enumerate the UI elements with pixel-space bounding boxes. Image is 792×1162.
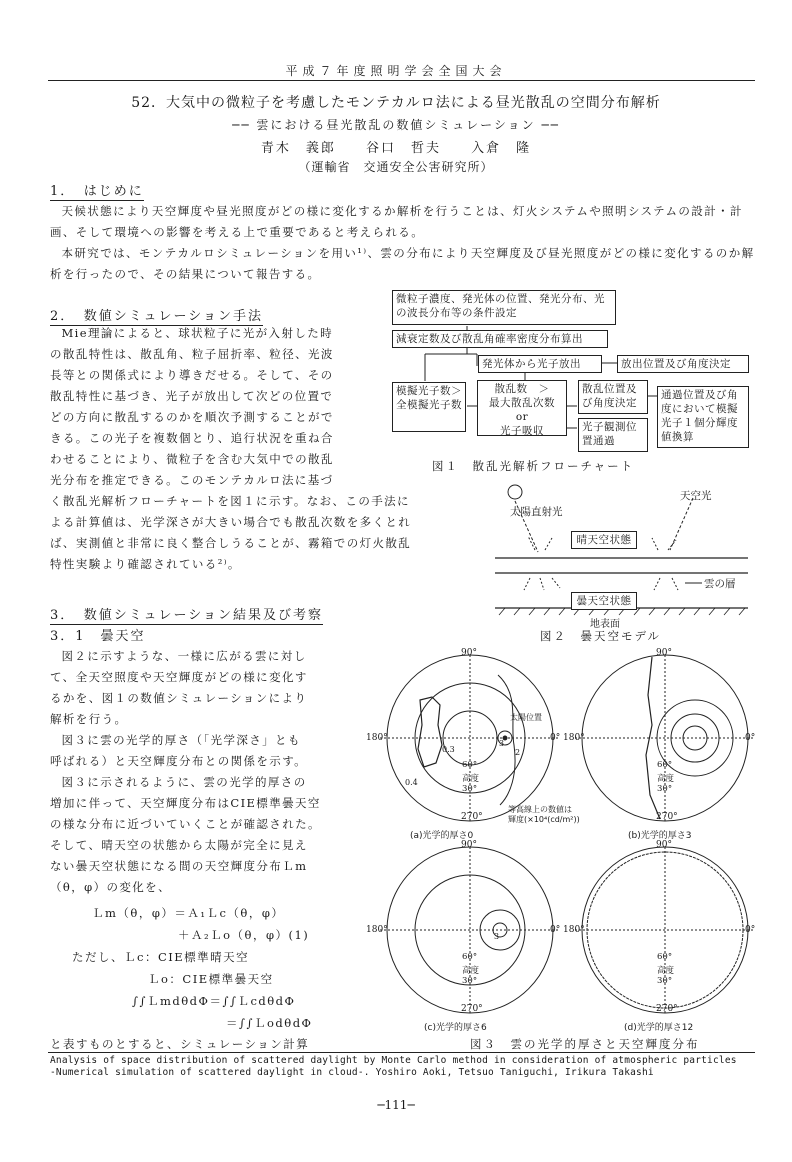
angle-label: 90° — [461, 840, 477, 850]
text-line: 図２に示すような、一様に広がる雲に対し — [61, 649, 307, 663]
angle-label: 90° — [461, 648, 477, 658]
section-heading: 1． はじめに — [50, 184, 144, 199]
author-list — [0, 137, 792, 156]
text-line: く散乱光解析フローチャートを図１に示す。なお、この手法に — [50, 494, 410, 508]
paper-subtitle: ── 雲における昼光散乱の数値シミュレーション ── — [232, 118, 560, 132]
text-line: ない曇天空状態になる間の天空輝度分布Ｌm — [50, 859, 308, 873]
angle-label: 180° — [563, 925, 585, 935]
page-number: ─111─ — [377, 1098, 415, 1112]
text-line: Mie理論によると、球状粒子に光が入射した時 — [61, 326, 334, 340]
english-line: Analysis of space distribution of scattered daylight by Monte Carlo method in consideration of atmospheric particles — [50, 1055, 737, 1066]
sun-label: 太陽直射光 — [510, 506, 563, 518]
angle-label: 180° — [563, 733, 585, 743]
equation-line: Ｌo：CIE標準曇天空 — [148, 972, 274, 986]
note-text: 等高線上の数値は — [508, 805, 572, 814]
contour-value: 0.3 — [442, 745, 455, 754]
equation-line: ∫∫ＬmdθdΦ＝∫∫ＬcdθdΦ — [132, 994, 296, 1008]
angle-label: 0° — [745, 733, 756, 743]
altitude-label: 30° — [657, 976, 673, 986]
flow-box-scatter-count — [477, 380, 567, 436]
paper-title: 52．大気中の微粒子を考慮したモンテカルロ法による昼光散乱の空間分布解析 — [131, 95, 661, 111]
plot-label: (b)光学的厚さ3 — [628, 831, 692, 841]
altitude-label: 60° — [657, 952, 673, 962]
angle-label: 0° — [745, 925, 756, 935]
altitude-label: 60° — [657, 760, 673, 770]
body-paragraph: 本研究では、モンテカルロシミュレーションを用い¹⁾、雲の分布により天空輝度及び昼光照度がどの様に変化するのか解析を行ったので、その結果について報告する。 — [50, 246, 755, 281]
flow-text: 散乱数 ＞ — [494, 383, 550, 395]
section-text — [50, 491, 500, 575]
angle-label: 90° — [656, 840, 672, 850]
angle-label: 90° — [656, 648, 672, 658]
text-line: 長等との関係式により導きだせる。そして、その — [50, 368, 334, 382]
ground-label: 地表面 — [590, 619, 620, 630]
equation-line: Ｌm（θ，φ）＝Ａ₁Ｌc（θ，φ） — [92, 906, 285, 920]
text-line: 呼ばれる）と天空輝度分布との関係を示す。 — [50, 754, 308, 768]
cloud-layer-label: 雲の層 — [704, 578, 736, 590]
section-heading: 2． 数値シミュレーション手法 — [50, 309, 263, 324]
flow-box-attenuation: 減衰定数及び散乱角確率密度分布算出 — [392, 330, 608, 348]
section-heading: 3． 数値シミュレーション結果及び考察 — [50, 608, 323, 623]
altitude-label: 高度 — [462, 774, 480, 784]
contour-value: 3 — [499, 739, 505, 748]
altitude-label: 高度 — [657, 966, 675, 976]
clear-sky-label: 晴天空状態 — [571, 531, 637, 549]
text-line: ば、実測値と非常に良く整合しうることが、霧箱での灯火散乱 — [50, 536, 412, 550]
plot-label: (c)光学的厚さ6 — [424, 1023, 487, 1033]
section-text — [50, 323, 385, 491]
text-line: 増加に伴って、天空輝度分布はCIE標準曇天空 — [50, 796, 321, 810]
text-line: 図３に示されるように、雲の光学的厚さの — [61, 775, 307, 789]
text-line: の様な分布に近づいていくことが確認された。 — [50, 817, 321, 831]
text-line: 解析を行う。 — [50, 712, 128, 726]
overcast-label: 曇天空状態 — [571, 592, 637, 610]
flow-text: 最大散乱次数 — [489, 397, 555, 409]
polar-plot-a — [380, 655, 560, 821]
text-line: 光分布を推定できる。このモンテカルロ法に基づ — [50, 473, 334, 487]
contour-value: 0.4 — [405, 778, 418, 787]
flow-box-observation-pass: 光子観測位置通過 — [578, 418, 648, 452]
altitude-label: 60° — [462, 760, 478, 770]
angle-label: 270° — [461, 1004, 483, 1014]
flow-text: or — [515, 411, 529, 423]
equation-line: ただし、Ｌc：CIE標準晴天空 — [72, 950, 250, 964]
flow-box-photon-count: 模擬光子数＞全模擬光子数 — [392, 382, 466, 432]
angle-label: 180° — [366, 733, 388, 743]
flow-text: 光子吸収 — [500, 425, 544, 437]
figure-1-caption: 図１ 散乱光解析フローチャート — [432, 459, 635, 473]
altitude-label: 30° — [462, 784, 478, 794]
text-line: きる。この光子を複数個とり、追行状況を重ね合 — [50, 431, 334, 445]
altitude-label: 高度 — [462, 966, 480, 976]
text-line: るかを、図１の数値シミュレーションにより — [50, 691, 308, 705]
polar-plot-b — [575, 655, 755, 821]
flow-box-scatter-position: 散乱位置及び角度決定 — [578, 380, 648, 414]
section-text — [50, 646, 360, 898]
altitude-label: 高度 — [657, 774, 675, 784]
text-line: て、全天空照度や天空輝度がどの様に変化す — [50, 670, 308, 684]
angle-label: 0° — [550, 925, 561, 935]
author-name: 入倉 隆 — [471, 141, 532, 156]
equation-line: ＋Ａ₂Ｌo（θ，φ）(1) — [178, 928, 310, 942]
plot-label: (a)光学的厚さ0 — [410, 831, 474, 841]
altitude-label: 30° — [462, 976, 478, 986]
text-line: よる計算値は、光学深さが大きい場合でも散乱次数を多くとれ — [50, 515, 412, 529]
author-name: 青木 義郎 — [260, 141, 336, 156]
author-name: 谷口 哲夫 — [365, 141, 441, 156]
text-line: 特性実験より確認されている²⁾。 — [50, 557, 241, 571]
angle-label: 270° — [656, 1004, 678, 1014]
sun-position-label: 太陽位置 — [510, 713, 542, 722]
polar-plot-d — [575, 847, 755, 1013]
subsection-heading: 3．1 曇天空 — [50, 629, 146, 644]
equation-line: ＝∫∫ＬodθdΦ — [226, 1016, 313, 1030]
angle-label: 270° — [656, 812, 678, 822]
plot-label: (d)光学的厚さ12 — [624, 1023, 694, 1033]
text-line: 図３に雲の光学的厚さ（「光学深さ」とも — [61, 733, 301, 747]
text-line: 散乱特性に基づき、光子が放出して次どの位置で — [50, 389, 334, 403]
note-text: 輝度(×10⁴(cd/m²)) — [508, 815, 580, 824]
text-line: わせることにより、微粒子を含む大気中での散乱 — [50, 452, 334, 466]
flow-box-emission-position: 放出位置及び角度決定 — [617, 355, 749, 373]
contour-note — [508, 805, 580, 825]
conference-header: 平成７年度照明学会全国大会 — [285, 64, 507, 78]
text-line: どの方向に散乱するのかを順次予測することがで — [50, 410, 334, 424]
english-title — [50, 1055, 760, 1079]
polar-plot-c — [380, 847, 560, 1013]
sun-icon — [508, 485, 522, 499]
angle-label: 180° — [366, 925, 388, 935]
footer-rule — [48, 1052, 755, 1053]
flow-box-conditions: 微粒子濃度、発光体の位置、発光分布、光の波長分布等の条件設定 — [392, 290, 616, 325]
altitude-label: 60° — [462, 952, 478, 962]
sky-light-label: 天空光 — [680, 490, 712, 502]
header-rule — [48, 80, 755, 81]
contour-value: 3 — [494, 932, 500, 941]
flow-box-photon-emission: 発光体から光子放出 — [478, 355, 602, 373]
figure-2-caption: 図２ 曇天空モデル — [540, 629, 661, 643]
affiliation: （運輸省 交通安全公害研究所） — [298, 160, 494, 174]
text-line: そして、晴天空の状態から太陽が完全に見え — [50, 838, 308, 852]
text-line: の散乱特性は、散乱角、粒子屈折率、粒径、光波 — [50, 347, 334, 361]
flow-box-luminance-conversion: 通過位置及び角度において模擬光子１個分輝度値換算 — [657, 386, 749, 448]
text-line: （θ，φ）の変化を、 — [50, 880, 171, 894]
figure-3-caption: 図３ 雲の光学的厚さと天空輝度分布 — [470, 1037, 700, 1051]
contour-value: 2 — [515, 748, 521, 757]
angle-label: 270° — [461, 812, 483, 822]
body-paragraph: 天候状態により天空輝度や昼光照度がどの様に変化するか解析を行うことは、灯火システムや照明システムの設計・計画、そして環境への影響を考える上で重要であると考えられる。 — [50, 204, 743, 239]
equation-line: と表すものとすると、シミュレーション計算 — [50, 1037, 310, 1051]
angle-label: 0° — [550, 733, 561, 743]
sky-light-ray — [670, 498, 693, 550]
english-line: -Numerical simulation of scattered daylight in cloud-. Yoshiro Aoki, Tetsuo Taniguchi, Irikura Takashi — [50, 1067, 654, 1078]
altitude-label: 30° — [657, 784, 673, 794]
